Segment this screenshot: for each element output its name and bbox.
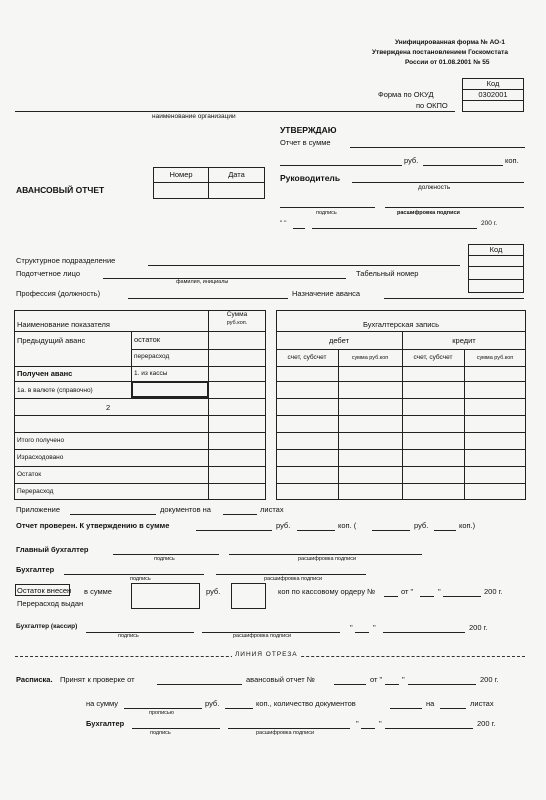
from-label: от " <box>401 587 414 596</box>
cashier-month-line[interactable] <box>383 632 465 633</box>
overspend-label: перерасход <box>134 353 170 360</box>
number-field[interactable] <box>153 182 209 199</box>
chief-decoding-line[interactable] <box>229 554 422 555</box>
form-line-3: России от 01.08.2001 № 55 <box>405 59 490 66</box>
report-sum-label: Отчет в сумме <box>280 138 331 147</box>
order-month-line[interactable] <box>443 596 481 597</box>
rub-label: руб. <box>404 156 419 165</box>
sheets-label: листах <box>260 505 284 514</box>
from-cash-label: 1. из кассы <box>134 370 168 377</box>
credit-label: кредит <box>452 336 476 345</box>
accountant-decoding-line[interactable] <box>216 574 366 575</box>
checked-rub-words-line[interactable] <box>372 530 410 531</box>
report-sum-words-line[interactable] <box>280 165 402 166</box>
form-line-1: Унифицированная форма № АО-1 <box>395 39 506 46</box>
date-prefix: " " <box>280 220 287 227</box>
person-kod-label: Код <box>489 245 503 254</box>
rub-sum-box[interactable] <box>131 583 200 609</box>
receipt-sheets-line[interactable] <box>440 708 466 709</box>
receipt-decoding-line[interactable] <box>228 728 350 729</box>
received-label: Получен аванс <box>17 369 73 378</box>
in-words-caption: прописью <box>149 710 174 716</box>
debit-label: дебет <box>328 336 350 345</box>
receipt-rub-label: руб. <box>205 699 220 708</box>
quote-close: " <box>438 587 441 596</box>
accountable-label: Подотчетное лицо <box>16 269 80 278</box>
head-signature-line[interactable] <box>280 207 375 208</box>
approve-heading: УТВЕРЖДАЮ <box>280 125 337 135</box>
advance-purpose-label: Назначение аванса <box>292 289 361 298</box>
overrun-label: Перерасход <box>17 488 54 495</box>
order-year: 200 г. <box>484 587 503 596</box>
accountant-label: Бухгалтер <box>16 565 55 574</box>
signature-caption: подпись <box>316 210 337 216</box>
head-position-line[interactable] <box>352 182 524 183</box>
cashier-label: Бухгалтер (кассир) <box>16 623 78 630</box>
receipt-from-label: от " <box>370 675 383 684</box>
rub3-label: руб. <box>206 587 221 596</box>
org-caption: наименование организации <box>152 113 236 120</box>
accepted-from-line[interactable] <box>157 684 242 685</box>
documents-on-label: документов на <box>160 505 211 514</box>
accountant-signature-caption: подпись <box>130 576 151 582</box>
advance-purpose-line[interactable] <box>384 298 524 299</box>
receipt-quote: " <box>402 675 405 684</box>
checked-label: Отчет проверен. К утверждению в сумме <box>16 521 170 530</box>
prev-advance-label: Предыдущий аванс <box>17 336 86 345</box>
receipt-sum-line[interactable] <box>124 708 202 709</box>
profession-line[interactable] <box>128 298 288 299</box>
attachment-count-line[interactable] <box>70 514 156 515</box>
receipt-signature-caption: подпись <box>150 730 171 736</box>
date-label: Дата <box>228 170 245 179</box>
accountant-decoding-caption: расшифровка подписи <box>264 576 323 582</box>
okud-code: 0302001 <box>478 90 508 99</box>
receipt-month-line[interactable] <box>408 684 476 685</box>
accounting-entry-title: Бухгалтерская запись <box>362 320 440 329</box>
date-month-line[interactable] <box>312 228 477 229</box>
profession-code-cell[interactable] <box>468 279 524 293</box>
receipt-label: Расписка. <box>16 675 53 684</box>
okud-label: Форма по ОКУД <box>378 90 434 99</box>
department-line[interactable] <box>148 265 460 266</box>
checked-kop-label: коп. ( <box>338 521 357 530</box>
docs-count-line[interactable] <box>390 708 422 709</box>
chief-accountant-label: Главный бухгалтер <box>16 545 89 554</box>
in-sum-label: в сумме <box>84 587 112 596</box>
receipt-number-line[interactable] <box>334 684 366 685</box>
receipt-date-quote: " <box>356 719 359 728</box>
receipt-date-quote2: " <box>379 719 382 728</box>
okpo-code-cell[interactable] <box>462 100 524 112</box>
total-received-label: Итого получено <box>17 437 65 444</box>
org-name-line[interactable] <box>15 111 455 112</box>
remainder-label: остаток <box>134 335 161 344</box>
balance-label: Остаток <box>17 471 42 478</box>
head-decoding-line[interactable] <box>385 207 524 208</box>
receipt-accountant-label: Бухгалтер <box>86 719 125 728</box>
foreign-label: 1а. в валюте (справочно) <box>17 387 93 394</box>
receipt2-day-line[interactable] <box>361 728 375 729</box>
cashier-date-quote: " <box>350 623 353 632</box>
kod-label: Код <box>486 79 500 88</box>
checked-kop-close: коп.) <box>459 521 476 530</box>
receipt2-month-line[interactable] <box>385 728 473 729</box>
item-2-label: 2 <box>106 403 111 412</box>
cashier-decoding-caption: расшифровка подписи <box>233 633 292 639</box>
debit-account-label: счет, субсчет <box>287 354 327 361</box>
advance-report-no-label: авансовый отчет № <box>246 675 315 684</box>
checked-rub2-label: руб. <box>414 521 429 530</box>
kop-sum-box[interactable] <box>231 583 266 609</box>
kop-line[interactable] <box>423 165 503 166</box>
tear-line-label: ЛИНИЯ ОТРЕЗА <box>232 652 301 659</box>
attachment-label: Приложение <box>16 505 60 514</box>
receipt-kop-line[interactable] <box>225 708 253 709</box>
order-day-line[interactable] <box>420 596 434 597</box>
decoding-caption: расшифровка подписи <box>397 210 460 216</box>
col-name-label: Наименование показателя <box>17 320 110 329</box>
receipt-signature-line[interactable] <box>132 728 220 729</box>
receipt-year2: 200 г. <box>477 719 496 728</box>
receipt-day-line[interactable] <box>385 684 399 685</box>
col-sum-label: Сумма <box>226 311 248 318</box>
col-sum-unit: руб.коп. <box>226 320 248 326</box>
receipt-sheets-label: листах <box>470 699 494 708</box>
kop-docs-label: коп., количество документов <box>256 699 356 708</box>
checked-rub-line[interactable] <box>196 530 272 531</box>
overspend-paid-label: Перерасход выдан <box>17 599 84 608</box>
on-sum-label: на сумму <box>86 699 118 708</box>
date-day-line[interactable] <box>293 228 305 229</box>
cashier-signature-caption: подпись <box>118 633 139 639</box>
sheets-count-line[interactable] <box>223 514 257 515</box>
position-caption: должность <box>418 184 451 191</box>
remainder-deposited-label: Остаток внесен <box>17 586 72 595</box>
kop-label: коп. <box>505 156 519 165</box>
spent-label: Израсходовано <box>17 454 64 461</box>
cash-order-label: коп по кассовому ордеру № <box>278 587 376 596</box>
checked-rub-label: руб. <box>276 521 291 530</box>
cashier-day-line[interactable] <box>355 632 369 633</box>
accepted-label: Принят к проверке от <box>60 675 135 684</box>
tab-number-cell[interactable] <box>468 266 524 280</box>
checked-kop-words-line[interactable] <box>434 530 456 531</box>
fio-caption: фамилия, инициалы <box>176 279 229 285</box>
date-field[interactable] <box>208 182 265 199</box>
year-label: 200 г. <box>481 220 498 227</box>
head-label: Руководитель <box>280 173 341 183</box>
okpo-label: по ОКПО <box>416 101 448 110</box>
receipt-decoding-caption: расшифровка подписи <box>256 730 315 736</box>
department-label: Структурное подразделение <box>16 256 116 265</box>
credit-account-label: счет, субсчет <box>413 354 453 361</box>
tab-number-label: Табельный номер <box>356 269 419 278</box>
chief-signature-caption: подпись <box>154 556 175 562</box>
chief-signature-line[interactable] <box>113 554 219 555</box>
receipt-year: 200 г. <box>480 675 499 684</box>
cashier-year: 200 г. <box>469 623 488 632</box>
debit-sum-label: сумма руб.коп <box>351 355 389 361</box>
on-label: на <box>426 699 435 708</box>
profession-label: Профессия (должность) <box>16 289 101 298</box>
cashier-signature-line[interactable] <box>86 632 194 633</box>
cashier-date-quote2: " <box>373 623 376 632</box>
checked-kop-line[interactable] <box>297 530 335 531</box>
form-line-2: Утверждена постановлением Госкомстата <box>372 49 508 56</box>
credit-sum-label: сумма руб.коп <box>476 355 514 361</box>
cash-order-number-line[interactable] <box>384 596 398 597</box>
chief-decoding-caption: расшифровка подписи <box>298 556 357 562</box>
report-title: АВАНСОВЫЙ ОТЧЕТ <box>16 185 105 195</box>
number-label: Номер <box>169 170 193 179</box>
accountant-signature-line[interactable] <box>64 574 204 575</box>
foreign-sum-field[interactable] <box>131 381 209 398</box>
report-sum-line[interactable] <box>350 147 525 148</box>
